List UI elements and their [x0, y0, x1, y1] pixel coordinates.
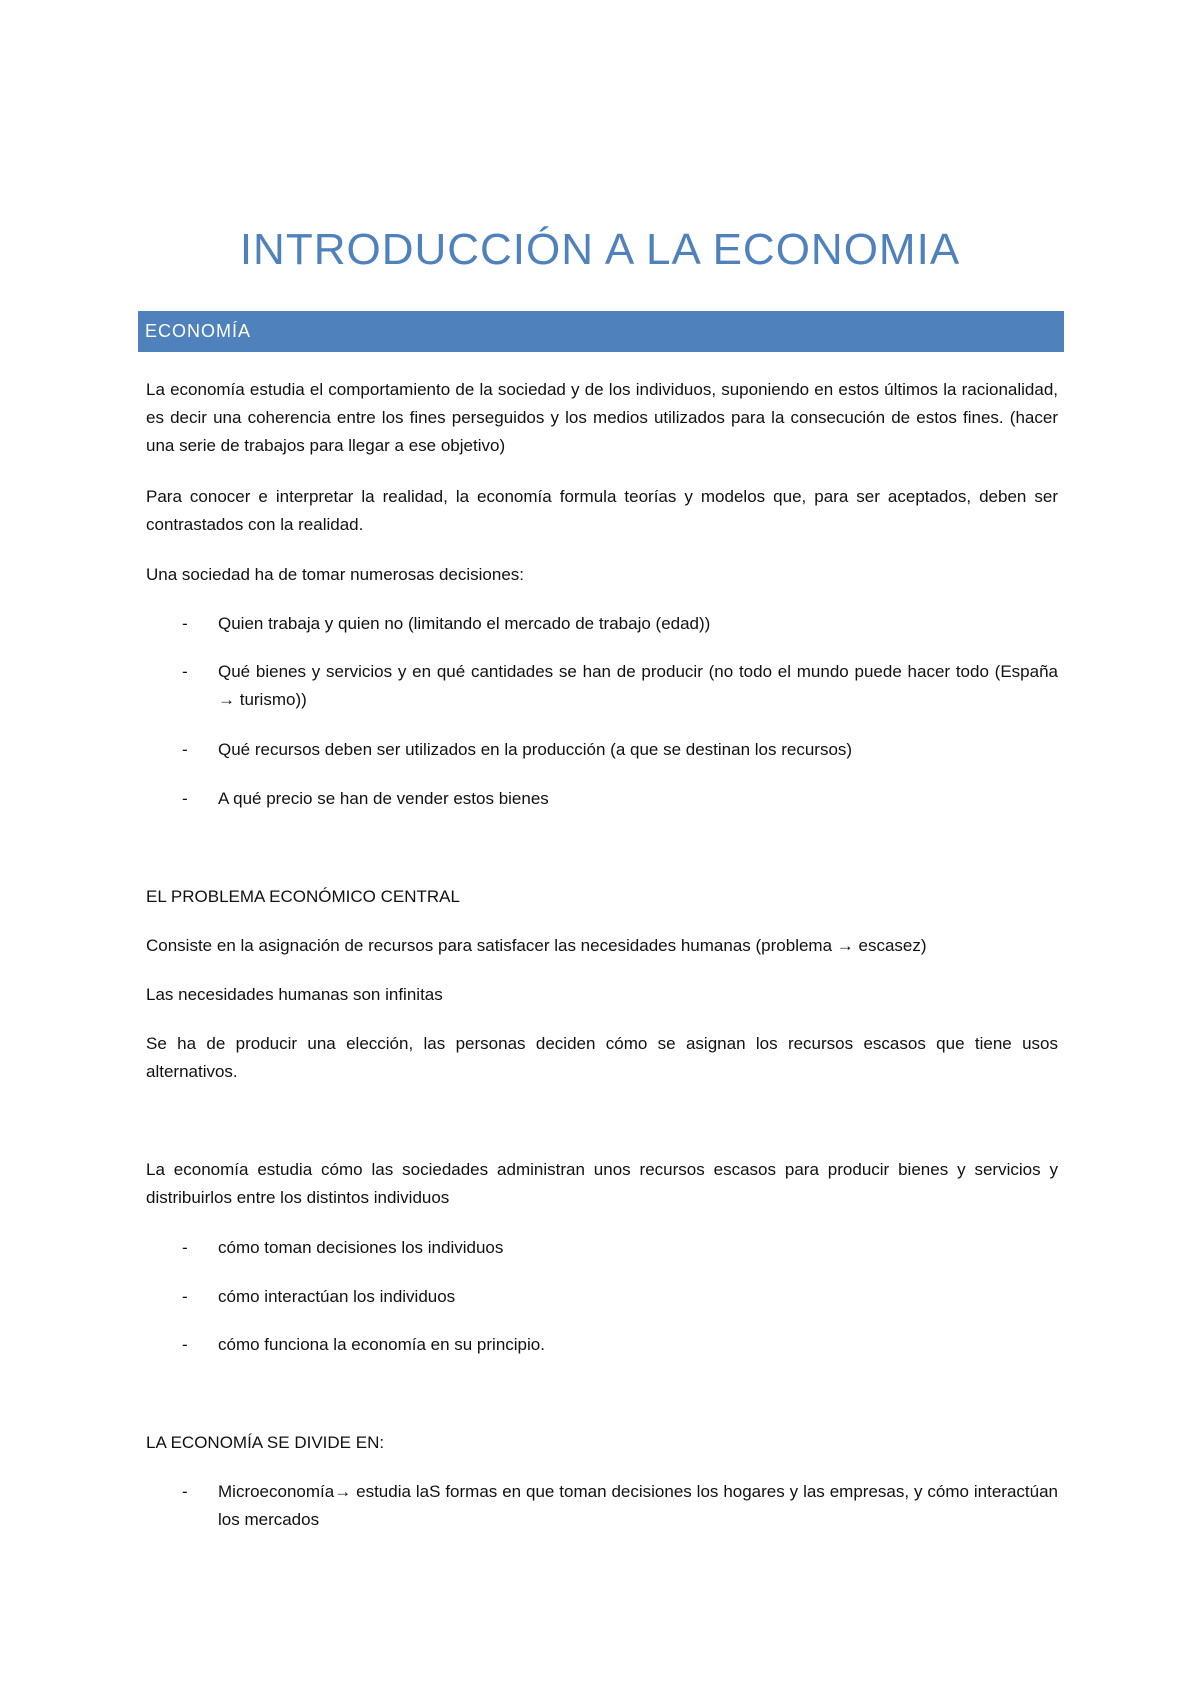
heading-divisiones: LA ECONOMÍA SE DIVIDE EN:: [146, 1433, 385, 1452]
list-item: [182, 1234, 1058, 1262]
list-item-text: Qué recursos deben ser utilizados en la producción (a que se destinan los recursos): [218, 740, 853, 759]
list-item: [182, 736, 1058, 764]
bullet-dash: -: [182, 1482, 188, 1501]
paragraph-theories: Para conocer e interpretar la realidad, la economía formula teorías y modelos que, para ser aceptados, deben ser contrastados con la realidad.: [146, 487, 1058, 534]
list-item: [182, 785, 1058, 813]
list-item-text: cómo interactúan los individuos: [218, 1287, 456, 1306]
list-item: [182, 610, 1058, 638]
bullet-dash: -: [182, 1238, 188, 1257]
list-item: [182, 1331, 1058, 1359]
section-header-economia: ECONOMÍA: [138, 311, 1064, 352]
list-item-text: Microeconomía→ estudia laS formas en que toman decisiones los hogares y las empresas, y cómo interactúan los mercados: [218, 1482, 1058, 1529]
paragraph-asignacion: Consiste en la asignación de recursos para satisfacer las necesidades humanas (problema → escasez): [146, 936, 927, 955]
paragraph-decisions-intro: Una sociedad ha de tomar numerosas decisiones:: [146, 565, 524, 584]
list-item: [182, 1283, 1058, 1311]
bullet-dash: -: [182, 1287, 188, 1306]
heading-problema-economico: EL PROBLEMA ECONÓMICO CENTRAL: [146, 887, 460, 906]
bullet-dash: -: [182, 614, 188, 633]
bullet-dash: -: [182, 789, 188, 808]
paragraph-eleccion: Se ha de producir una elección, las personas deciden cómo se asignan los recursos escasos que tiene usos alternativos.: [146, 1034, 1058, 1081]
document-title: INTRODUCCIÓN A LA ECONOMIA: [239, 225, 961, 274]
list-item: [182, 658, 1058, 714]
list-item-text: Quien trabaja y quien no (limitando el mercado de trabajo (edad)): [218, 614, 711, 633]
list-item-text: Qué bienes y servicios y en qué cantidades se han de producir (no todo el mundo puede hacer todo (España → turismo)): [218, 662, 1058, 709]
list-item-text: A qué precio se han de vender estos bienes: [218, 789, 549, 808]
list-item-text: cómo funciona la economía en su principio.: [218, 1335, 545, 1354]
bullet-dash: -: [182, 662, 188, 681]
paragraph-necesidades: Las necesidades humanas son infinitas: [146, 985, 443, 1004]
paragraph-sociedades: La economía estudia cómo las sociedades administran unos recursos escasos para producir bienes y servicios y distribuirlos entre los distintos individuos: [146, 1160, 1058, 1207]
bullet-dash: -: [182, 740, 188, 759]
bullet-dash: -: [182, 1335, 188, 1354]
list-item-text: cómo toman decisiones los individuos: [218, 1238, 504, 1257]
list-item: [182, 1478, 1058, 1534]
paragraph-definition: La economía estudia el comportamiento de la sociedad y de los individuos, suponiendo en estos últimos la racionalidad, es decir una coherencia entre los fines perseguidos y los medios utilizados para la consecución de estos fines. (hacer una serie de trabajos para llegar a ese objetivo): [146, 380, 1058, 455]
